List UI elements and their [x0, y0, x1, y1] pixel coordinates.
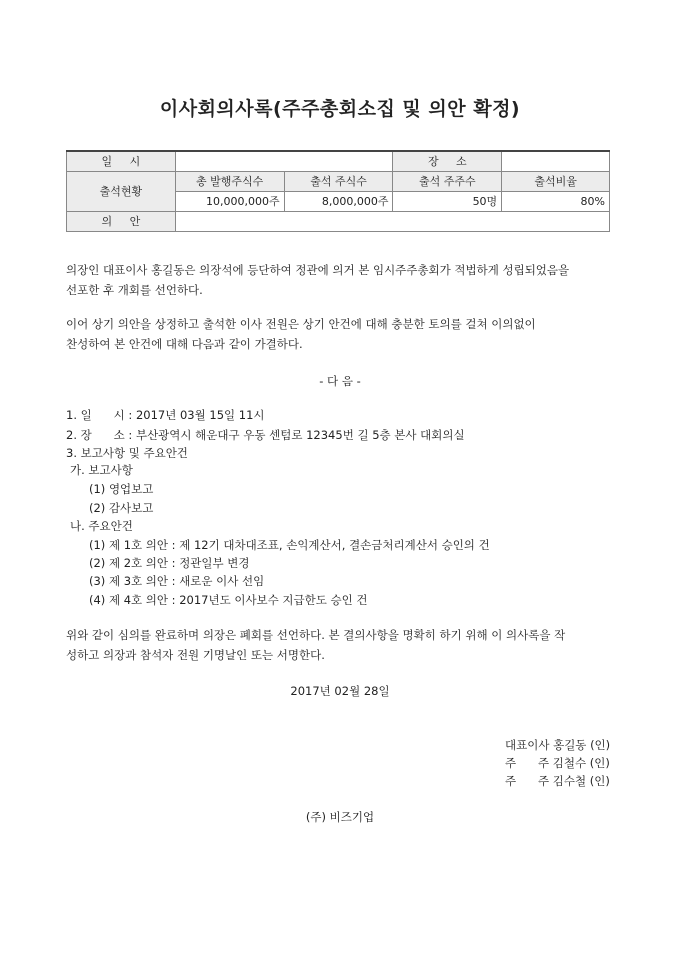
meeting-info-table	[66, 150, 610, 232]
closing-line-2: 성하고 의장과 참석자 전원 기명날인 또는 서명한다.	[66, 648, 325, 662]
report-item-1: (1) 영업보고	[89, 482, 154, 496]
signature-ceo: 대표이사 홍길동 (인)	[505, 738, 611, 752]
opening-line-2: 선포한 후 개회를 선언하다.	[66, 283, 203, 297]
agenda-row	[67, 211, 610, 231]
place-label: 장 소	[393, 151, 502, 171]
attending-shares-header: 출석 주식수	[284, 171, 393, 191]
item-agenda-heading: 3. 보고사항 및 주요안건	[66, 446, 188, 460]
signature-shareholder-2: 주 주 김수철 (인)	[505, 774, 610, 788]
total-shares-header: 총 발행주식수	[175, 171, 284, 191]
report-items-heading: 가. 보고사항	[70, 463, 133, 477]
agenda-item-3: (3) 제 3호 의안 : 새로운 이사 선임	[89, 574, 265, 588]
document-date: 2017년 02월 28일	[290, 684, 390, 698]
agenda-item-1: (1) 제 1호 의안 : 제 12기 대차대조표, 손익계산서, 결손금처리계산서 승인의 건	[89, 538, 490, 552]
place-value	[502, 151, 610, 171]
item-date: 1. 일 시 : 2017년 03월 15일 11시	[66, 408, 265, 422]
agenda-value	[175, 211, 609, 231]
report-item-2: (2) 감사보고	[89, 501, 154, 515]
attendance-header-row	[67, 171, 610, 191]
resolution-line-2: 찬성하여 본 안건에 대해 다음과 같이 가결하다.	[66, 337, 303, 351]
attendance-label: 출석현황	[67, 171, 176, 211]
signature-shareholder-1: 주 주 김철수 (인)	[505, 756, 610, 770]
agenda-label: 의 안	[67, 211, 176, 231]
closing-line-1: 위와 같이 심의를 완료하며 의장은 폐회를 선언하다. 본 결의사항을 명확히 하기 위해 이 의사록을 작	[66, 628, 566, 642]
resolution-line-1: 이어 상기 의안을 상정하고 출석한 이사 전원은 상기 안건에 대해 충분한 토의를 걸쳐 이의없이	[66, 317, 536, 331]
attending-shares-value: 8,000,000주	[284, 191, 393, 211]
date-value	[175, 151, 393, 171]
following-heading: - 다 음 -	[319, 374, 361, 388]
attending-shareholders-value: 50명	[393, 191, 502, 211]
document-title: 이사회의사록(주주총회소집 및 의안 확정)	[159, 98, 521, 120]
opening-line-1: 의장인 대표이사 홍길동은 의장석에 등단하여 정관에 의거 본 임시주주총회가 적법하게 성립되었음을	[66, 263, 570, 277]
closing-paragraph	[66, 625, 626, 665]
attendance-ratio-value: 80%	[502, 191, 610, 211]
attendance-ratio-header: 출석비율	[502, 171, 610, 191]
agenda-item-4: (4) 제 4호 의안 : 2017년도 이사보수 지급한도 승인 건	[89, 593, 368, 607]
total-shares-value: 10,000,000주	[175, 191, 284, 211]
date-label: 일 시	[67, 151, 176, 171]
attending-shareholders-header: 출석 주주수	[393, 171, 502, 191]
opening-paragraph	[66, 260, 626, 300]
date-place-row	[67, 151, 610, 171]
main-agenda-heading: 나. 주요안건	[70, 519, 133, 533]
item-place: 2. 장 소 : 부산광역시 해운대구 우동 센텀로 12345번 길 5층 본사 대회의실	[66, 428, 465, 442]
agenda-item-2: (2) 제 2호 의안 : 정관일부 변경	[89, 556, 250, 570]
company-name: (주) 비즈기업	[305, 810, 375, 824]
resolution-paragraph	[66, 314, 626, 354]
